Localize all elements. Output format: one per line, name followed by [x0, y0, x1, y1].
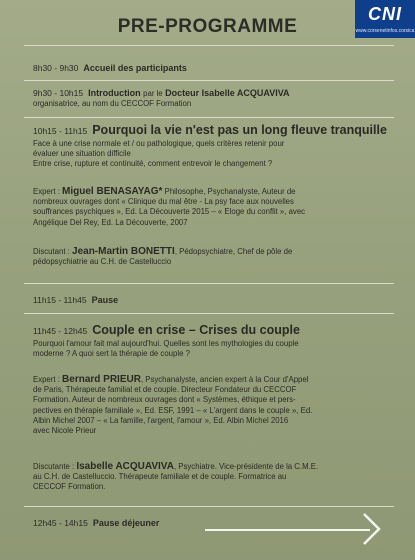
expert-text: Angélique Del Rey, Ed. La Découverte, 2007: [33, 217, 188, 227]
item-speaker: Docteur Isabelle ACQUAVIVA: [165, 88, 290, 98]
discussant-name: Jean-Martin BONETTI: [72, 246, 175, 257]
session-1-discussant: [33, 247, 385, 267]
discussant-text: au C.H. de Castelluccio. Thérapeute familiale et de couple. Formatrice au: [33, 472, 287, 482]
item-time: 9h30 - 10h15: [33, 88, 84, 98]
item-time: 10h15 - 11h15: [33, 126, 88, 136]
discussant-text: , Psychiatre. Vice-présidente de la C.M.E.: [173, 462, 319, 471]
item-label: Pause: [91, 295, 119, 305]
expert-text: souffrances psychiques », Ed. La Découverte 2015 – « Eloge du conflit », avec: [33, 207, 306, 217]
expert-text: nombreux ouvrages dont « Clinique du mal être - La psy face aux nouvelles: [33, 197, 294, 207]
expert-name: Bernard PRIEUR: [62, 374, 141, 385]
expert-text: , Psychanalyste, ancien expert à la Cour d'Appel: [140, 375, 309, 384]
expert-name: Miguel BENASAYAG*: [62, 186, 163, 197]
divider: [24, 283, 394, 284]
divider: [24, 506, 394, 507]
item-label: Accueil des participants: [83, 63, 187, 73]
discussant-prefix: Discutante :: [33, 462, 75, 471]
title-rule: [24, 45, 394, 46]
item-by: par le: [143, 89, 163, 98]
session-2-expert: [33, 375, 385, 436]
logo-text: CNI: [368, 4, 402, 24]
discussant-text: , Pédopsychiatre, Chef de pôle de: [174, 247, 293, 256]
item-note: organisatrice, au nom du CECCOF Formation: [33, 99, 192, 108]
schedule-item-welcome: [33, 63, 187, 74]
cni-logo: [355, 0, 415, 38]
desc-line: Face à une crise normale et / ou pathologique, quels critères retenir pour: [33, 139, 285, 148]
item-time: 12h45 - 14h15: [33, 518, 88, 528]
schedule-item-session-1: [33, 125, 387, 137]
discussant-prefix: Discutant :: [33, 247, 70, 256]
item-label: Pourquoi la vie n'est pas un long fleuve tranquille: [92, 123, 387, 137]
desc-line: Entre crise, rupture et continuité, comment entrevoir le changement ?: [33, 159, 273, 169]
session-2-discussant: [33, 462, 385, 493]
expert-text: Philosophe, Psychanalyste, Auteur de: [164, 187, 296, 196]
schedule-item-session-2: [33, 325, 300, 337]
desc-line: Pourquoi l'amour fait mal aujourd'hui. Quelles sont les mythologies du couple: [33, 339, 299, 348]
page-title: PRE-PROGRAMME: [117, 16, 298, 37]
discussant-text: CECCOF Formation.: [33, 482, 106, 492]
arrow-right-icon: [362, 512, 382, 546]
expert-text: avec Nicole Prieur: [33, 426, 97, 436]
desc-line: moderne ? A quoi sert la thérapie de couple ?: [33, 349, 190, 359]
discussant-name: Isabelle ACQUAVIVA: [76, 461, 174, 472]
logo-url: www.corsenetinfos.corsica: [355, 28, 415, 34]
item-time: 11h45 - 12h45: [33, 326, 88, 336]
item-label: Pause déjeuner: [92, 518, 160, 528]
schedule-item-lunch: [33, 518, 159, 529]
divider: [24, 313, 394, 314]
expert-text: Albin Michel 2007 – « La famille, l'argent, l'amour », Ed. Albin Michel 2016: [33, 415, 289, 425]
item-label: Couple en crise – Crises du couple: [92, 323, 300, 337]
discussant-text: pédopsychiatrie au C.H. de Castelluccio: [33, 257, 172, 267]
expert-text: Formation. Auteur de nombreux ouvrages dont « Systèmes, éthique et pers-: [33, 395, 296, 405]
session-1-description: [33, 139, 385, 170]
expert-text: de Paris, Thérapeute familial et de couple. Directeur Fondateur du CECCOF: [33, 385, 297, 395]
item-time: 8h30 - 9h30: [33, 63, 79, 73]
expert-prefix: Expert :: [33, 375, 60, 384]
item-label: Introduction: [88, 88, 141, 98]
divider: [24, 117, 394, 118]
expert-prefix: Expert :: [33, 187, 60, 196]
divider: [24, 80, 394, 81]
desc-line: évaluer une situation difficile: [33, 149, 131, 159]
schedule-item-introduction: [33, 88, 290, 99]
session-2-description: [33, 339, 385, 359]
expert-text: pectives en thérapie familiale », Ed. ESF, 1991 – « L'argent dans le couple », Ed.: [33, 405, 313, 415]
arrow-shaft: [205, 529, 370, 531]
item-time: 11h15 - 11h45: [33, 295, 87, 305]
schedule-item-pause: [33, 295, 118, 306]
session-1-expert: [33, 187, 385, 228]
